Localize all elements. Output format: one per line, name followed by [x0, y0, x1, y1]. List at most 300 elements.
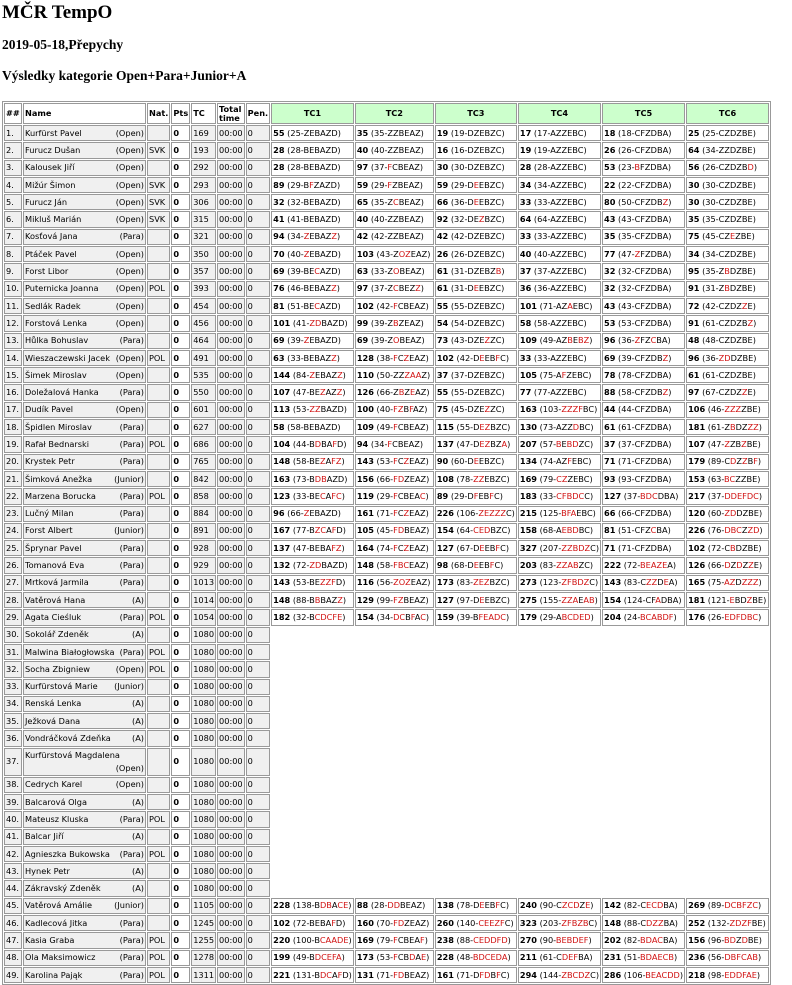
tc-answer: D: [331, 127, 338, 138]
tc-answer: Z: [397, 404, 404, 415]
name-cell: [23, 246, 146, 262]
tc-answer: C: [661, 969, 668, 980]
tc-total: 108: [436, 473, 454, 484]
tc-answer: Z: [644, 335, 651, 346]
tc-answer: Z: [729, 404, 736, 415]
nat-cell: POL: [147, 281, 170, 297]
tc-answer: Z: [420, 525, 427, 536]
tc-answer: D: [572, 611, 580, 622]
results-body: [4, 125, 769, 983]
tc-answer: Z: [724, 127, 730, 138]
tc-answer: B: [489, 577, 496, 588]
tc-answer: Z: [473, 266, 480, 277]
tc-result-cell: 107 (47-ZZBZBE): [686, 436, 769, 452]
col-total-time: Total time: [217, 103, 245, 124]
pts-cell: 0: [171, 794, 190, 810]
time-cell: 00:00: [217, 575, 245, 591]
pen-cell: 0: [246, 471, 271, 487]
empty-cell: [271, 661, 354, 677]
empty-cell: [355, 863, 434, 879]
tc-answer: B: [741, 214, 748, 225]
tc-answer: A: [319, 179, 326, 190]
tc-answer: B: [656, 214, 663, 225]
tc-cell: 464: [191, 333, 216, 349]
tc-answer: Z: [645, 387, 651, 398]
tc-answer: B: [309, 456, 315, 467]
tc-result-cell: 88 (58-CFZDBZ): [602, 384, 685, 400]
tc-total: 102: [273, 917, 291, 928]
empty-cell: [518, 696, 601, 712]
competitor-category: (Junior): [114, 681, 144, 692]
nat-cell: [147, 592, 170, 608]
tc-answer: E: [409, 352, 415, 363]
tc-answer: D: [667, 969, 674, 980]
pen-cell: 0: [246, 246, 271, 262]
tc-answer: C: [392, 438, 398, 449]
empty-cell: [518, 748, 601, 776]
tc-answer: B: [489, 352, 496, 363]
tc-answer: E: [729, 231, 736, 242]
tc-answer: B: [561, 508, 567, 519]
tc-answer: D: [729, 144, 737, 155]
tc-result-cell: 143 (83-CZZDEA): [602, 575, 685, 591]
tc-answer: B: [572, 231, 578, 242]
tc-answer: C: [634, 473, 641, 484]
tc-answer: D: [484, 525, 491, 536]
tc-total: 102: [356, 300, 374, 311]
competitor-category: (Junior): [114, 525, 144, 536]
table-row: [4, 281, 769, 297]
tc-answer: Z: [490, 404, 496, 415]
competitor-category: (Open): [115, 248, 144, 259]
tc-answer: B: [314, 969, 320, 980]
pen-cell: 0: [246, 811, 271, 827]
tc-answer: Z: [651, 577, 658, 588]
name-cell: [23, 932, 146, 948]
tc-total: 129: [356, 594, 374, 605]
tc-answer: Z: [484, 335, 491, 346]
nat-cell: [147, 367, 170, 383]
tc-answer: B: [303, 300, 310, 311]
tc-answer: C: [753, 490, 759, 501]
nat-cell: SVK: [147, 211, 170, 227]
tc-answer: F: [495, 352, 501, 363]
event-date-place: 2019-05-18,Přepychy: [2, 37, 124, 52]
tc-answer: D: [495, 952, 502, 963]
tc-answer: A: [650, 560, 657, 571]
nat-cell: SVK: [147, 142, 170, 158]
tc-answer: A: [662, 421, 669, 432]
tc-answer: Z: [566, 594, 573, 605]
rank-cell: 23.: [4, 506, 22, 522]
tc-result-cell: 28 (28-AZZEBC): [518, 160, 601, 176]
pts-cell: 0: [171, 246, 190, 262]
name-cell: [23, 281, 146, 297]
tc-result-cell: 164 (74-FCZEAZ): [355, 540, 434, 556]
tc-cell: 1080: [191, 627, 216, 643]
pen-cell: 0: [246, 627, 271, 643]
col-pts: Pts: [171, 103, 190, 124]
tc-total: 101: [519, 300, 537, 311]
tc-total: 101: [273, 317, 291, 328]
tc-answer: C: [495, 404, 502, 415]
tc-answer: Z: [567, 421, 573, 432]
tc-answer: B: [472, 611, 479, 622]
tc-answer: Z: [561, 560, 568, 571]
tc-answer: Z: [336, 387, 343, 398]
tc-answer: B: [741, 144, 748, 155]
tc-answer: B: [656, 231, 663, 242]
name-cell: [23, 177, 146, 193]
empty-cell: [355, 748, 434, 776]
tc-result-cell: 323 (203-ZFBZBC): [518, 915, 601, 931]
empty-cell: [686, 829, 769, 845]
tc-result-cell: 34 (34-AZZEBC): [518, 177, 601, 193]
tc-answer: E: [747, 127, 753, 138]
tc-total: 221: [273, 969, 291, 980]
tc-answer: B: [309, 594, 315, 605]
tc-result-cell: 30 (30-DZEBZC): [435, 160, 517, 176]
tc-answer: C: [495, 196, 502, 207]
tc-answer: E: [567, 214, 573, 225]
tc-answer: Z: [473, 473, 479, 484]
tc-answer: E: [309, 421, 315, 432]
nat-cell: POL: [147, 967, 170, 983]
competitor-category: (Para): [119, 508, 144, 519]
tc-answer: F: [393, 456, 398, 467]
tc-answer: D: [393, 900, 401, 911]
tc-result-cell: 88 (28-DDBEAZ): [355, 898, 434, 914]
tc-answer: F: [393, 490, 398, 501]
tc-answer: A: [550, 387, 556, 398]
tc-answer: B: [572, 560, 579, 571]
tc-answer: C: [651, 490, 658, 501]
tc-result-cell: 294 (144-ZBCDZC): [518, 967, 601, 983]
tc-answer: D: [337, 404, 344, 415]
nat-cell: [147, 333, 170, 349]
tc-answer: A: [668, 935, 675, 945]
tc-answer: D: [473, 594, 480, 605]
tc-answer: B: [490, 969, 497, 980]
tc-answer: B: [403, 421, 410, 432]
tc-answer: E: [747, 214, 753, 225]
tc-total: 98: [436, 560, 449, 571]
tc-total: 102: [688, 542, 706, 553]
tc-result-cell: 94 (34-ZEBAZZ): [271, 229, 354, 245]
table-row: [4, 967, 769, 983]
col-tc2: TC2: [355, 103, 434, 124]
tc-answer: E: [479, 231, 485, 242]
tc-answer: D: [314, 952, 322, 963]
tc-answer: Z: [746, 594, 753, 605]
tc-answer: E: [747, 266, 753, 277]
empty-cell: [602, 696, 685, 712]
tc-answer: A: [550, 283, 556, 294]
tc-result-cell: 76 (46-BEBAZZ): [271, 281, 354, 297]
time-cell: 00:00: [217, 263, 245, 279]
competitor-name: Dudík Pavel: [25, 404, 74, 415]
pen-cell: 0: [246, 160, 271, 176]
tc-result-cell: 220 (100-BCAADE): [271, 932, 354, 948]
tc-answer: E: [747, 179, 753, 190]
empty-cell: [435, 880, 517, 896]
tc-answer: C: [578, 490, 585, 501]
tc-result-cell: 69 (39-ZEBAZD): [271, 333, 354, 349]
tc-answer: D: [730, 352, 737, 363]
tc-answer: D: [650, 214, 657, 225]
tc-answer: C: [484, 952, 491, 963]
name-cell: [23, 575, 146, 591]
tc-answer: C: [718, 387, 725, 398]
name-cell: [23, 679, 146, 695]
nat-cell: POL: [147, 436, 170, 452]
tc-answer: A: [662, 283, 669, 294]
tc-answer: E: [736, 490, 743, 501]
tc-total: 127: [436, 542, 454, 553]
tc-answer: B: [320, 369, 326, 380]
table-row: [4, 229, 769, 245]
empty-cell: [271, 829, 354, 845]
tc-answer: E: [473, 214, 479, 225]
tc-answer: Z: [741, 542, 748, 553]
tc-cell: 193: [191, 142, 216, 158]
tc-answer: Z: [561, 473, 568, 484]
name-cell: [23, 436, 146, 452]
tc-result-cell: 81 (51-CFZCBA): [602, 523, 685, 539]
tc-answer: C: [501, 594, 507, 605]
tc-answer: D: [724, 490, 731, 501]
pen-cell: 0: [246, 592, 271, 608]
tc-result-cell: 169 (79-CZZEBC): [518, 471, 601, 487]
competitor-name: Vondráčková Zdeňka: [25, 733, 111, 744]
tc-result-cell: 116 (56-ZOZEAZ): [355, 575, 434, 591]
tc-answer: E: [490, 952, 496, 963]
tc-result-cell: 215 (125-BFAEBC): [518, 506, 601, 522]
tc-answer: O: [398, 248, 406, 259]
table-row: [4, 402, 769, 418]
tc-answer: A: [488, 611, 494, 622]
tc-total: 35: [356, 127, 369, 138]
tc-answer: C: [634, 525, 641, 536]
tc-answer: A: [319, 421, 326, 432]
tc-answer: Z: [645, 352, 651, 363]
tc-answer: Z: [331, 231, 337, 242]
tc-answer: C: [336, 490, 342, 501]
tc-answer: Z: [473, 248, 480, 259]
tc-answer: E: [747, 248, 753, 259]
tc-answer: Z: [325, 248, 332, 259]
empty-cell: [355, 811, 434, 827]
nat-cell: [147, 915, 170, 931]
tc-answer: Z: [325, 214, 332, 225]
tc-total: 181: [688, 594, 706, 605]
tc-total: 17: [519, 127, 532, 138]
tc-answer: A: [414, 456, 420, 467]
tc-answer: E: [409, 490, 415, 501]
tc-answer: F: [495, 542, 501, 553]
competitor-name: Renská Lenka: [25, 698, 82, 709]
tc-answer: A: [414, 917, 421, 928]
tc-answer: A: [555, 611, 562, 622]
tc-answer: B: [321, 438, 327, 449]
tc-answer: E: [747, 283, 753, 294]
tc-answer: E: [404, 196, 410, 207]
tc-answer: A: [555, 369, 562, 380]
nat-cell: [147, 575, 170, 591]
tc-answer: Z: [495, 577, 501, 588]
tc-result-cell: 163 (73-BDBAZD): [271, 471, 354, 487]
tc-answer: C: [500, 352, 506, 363]
col-name: Name: [23, 103, 146, 124]
tc-answer: F: [747, 917, 752, 928]
tc-answer: Z: [325, 421, 332, 432]
tc-answer: D: [467, 214, 474, 225]
tc-answer: A: [672, 594, 679, 605]
table-row: [4, 488, 769, 504]
tc-answer: D: [338, 317, 345, 328]
tc-answer: A: [414, 490, 420, 501]
tc-answer: B: [303, 266, 310, 277]
tc-answer: E: [752, 438, 758, 449]
tc-answer: F: [393, 508, 398, 519]
tc-answer: B: [314, 508, 321, 519]
competitor-name: Kurfürstová Magdalena: [25, 749, 120, 760]
empty-cell: [355, 730, 434, 746]
tc-answer: A: [572, 594, 579, 605]
tc-answer: C: [495, 162, 502, 173]
table-row: [4, 333, 769, 349]
table-row: [4, 880, 769, 896]
tc-result-cell: 156 (66-FDZEAZ): [355, 471, 434, 487]
tc-answer: D: [314, 473, 322, 484]
tc-cell: 1080: [191, 679, 216, 695]
tc-answer: Z: [736, 162, 742, 173]
tc-answer: F: [640, 214, 646, 225]
tc-result-cell: 107 (47-BEZAZZ): [271, 384, 354, 400]
tc-answer: B: [741, 127, 748, 138]
tc-total: 236: [688, 952, 706, 963]
tc-total: 40: [356, 144, 369, 155]
tc-total: 127: [604, 490, 622, 501]
tc-answer: B: [566, 525, 573, 536]
tc-total: 59: [356, 179, 369, 190]
tc-result-cell: 59 (29-FZBEAZ): [355, 177, 434, 193]
nat-cell: [147, 777, 170, 793]
empty-cell: [602, 863, 685, 879]
tc-answer: C: [314, 300, 320, 311]
tc-total: 142: [604, 900, 622, 911]
tc-answer: D: [650, 127, 657, 138]
pen-cell: 0: [246, 609, 271, 625]
tc-answer: A: [550, 144, 556, 155]
tc-answer: C: [397, 935, 404, 945]
tc-total: 94: [273, 231, 285, 242]
tc-answer: B: [490, 438, 496, 449]
table-row: [4, 350, 769, 366]
rank-cell: 42.: [4, 846, 22, 862]
tc-answer: Z: [420, 917, 427, 928]
tc-answer: A: [414, 969, 421, 980]
tc-answer: Z: [415, 283, 421, 294]
tc-answer: B: [735, 438, 742, 449]
rank-cell: 3.: [4, 160, 22, 176]
tc-answer: F: [473, 490, 479, 501]
tc-answer: Z: [561, 317, 568, 328]
tc-total: 173: [356, 952, 374, 963]
name-cell: [23, 194, 146, 210]
tc-total: 88: [356, 900, 369, 911]
name-cell: [23, 794, 146, 810]
pts-cell: 0: [171, 880, 190, 896]
tc-answer: C: [634, 508, 641, 519]
tc-answer: C: [495, 231, 502, 242]
tc-answer: A: [325, 456, 332, 467]
tc-answer: B: [656, 611, 663, 622]
tc-answer: C: [736, 525, 742, 536]
empty-cell: [435, 829, 517, 845]
tc-result-cell: 148 (88-BBBAZZ): [271, 592, 354, 608]
tc-cell: 1080: [191, 829, 216, 845]
tc-answer: A: [583, 952, 590, 963]
tc-answer: B: [489, 900, 496, 911]
tc-result-cell: 64 (34-ZZDZBE): [686, 142, 769, 158]
tc-cell: 306: [191, 194, 216, 210]
tc-answer: B: [656, 127, 663, 138]
tc-answer: B: [398, 387, 405, 398]
tc-answer: Z: [495, 438, 502, 449]
tc-answer: B: [303, 214, 310, 225]
tc-answer: E: [404, 231, 410, 242]
tc-answer: E: [479, 387, 485, 398]
tc-result-cell: 97 (67-CZDZZE): [686, 384, 769, 400]
tc-answer: F: [393, 352, 398, 363]
tc-answer: C: [634, 404, 641, 415]
tc-answer: B: [740, 231, 747, 242]
tc-answer: B: [484, 179, 490, 190]
nat-cell: [147, 523, 170, 539]
tc-result-cell: 58 (58-BEBAZD): [271, 419, 354, 435]
tc-total: 275: [519, 594, 537, 605]
tc-result-cell: 91 (31-ZBDZBE): [686, 281, 769, 297]
tc-answer: E: [657, 952, 663, 963]
time-cell: 00:00: [217, 229, 245, 245]
pts-cell: 0: [171, 229, 190, 245]
tc-answer: D: [331, 162, 338, 173]
tc-answer: E: [309, 127, 315, 138]
tc-answer: Z: [332, 560, 339, 571]
tc-answer: Z: [752, 577, 759, 588]
tc-answer: F: [742, 490, 747, 501]
tc-answer: D: [572, 525, 579, 536]
tc-result-cell: 113 (53-ZZBAZD): [271, 402, 354, 418]
tc-answer: Z: [561, 577, 567, 588]
tc-result-cell: 103 (43-ZOZEAZ): [355, 246, 434, 262]
tc-total: 32: [273, 196, 285, 207]
tc-total: 90: [436, 456, 449, 467]
tc-answer: Z: [718, 144, 725, 155]
time-cell: 00:00: [217, 402, 245, 418]
name-cell: [23, 950, 146, 966]
tc-answer: Z: [303, 508, 310, 519]
tc-answer: Z: [561, 283, 568, 294]
tc-answer: Z: [414, 162, 420, 173]
tc-result-cell: 40 (40-ZZBEAZ): [355, 211, 434, 227]
tc-answer: D: [572, 438, 579, 449]
tc-answer: B: [724, 283, 730, 294]
time-cell: 00:00: [217, 557, 245, 573]
tc-answer: F: [393, 917, 398, 928]
tc-answer: F: [409, 404, 414, 415]
